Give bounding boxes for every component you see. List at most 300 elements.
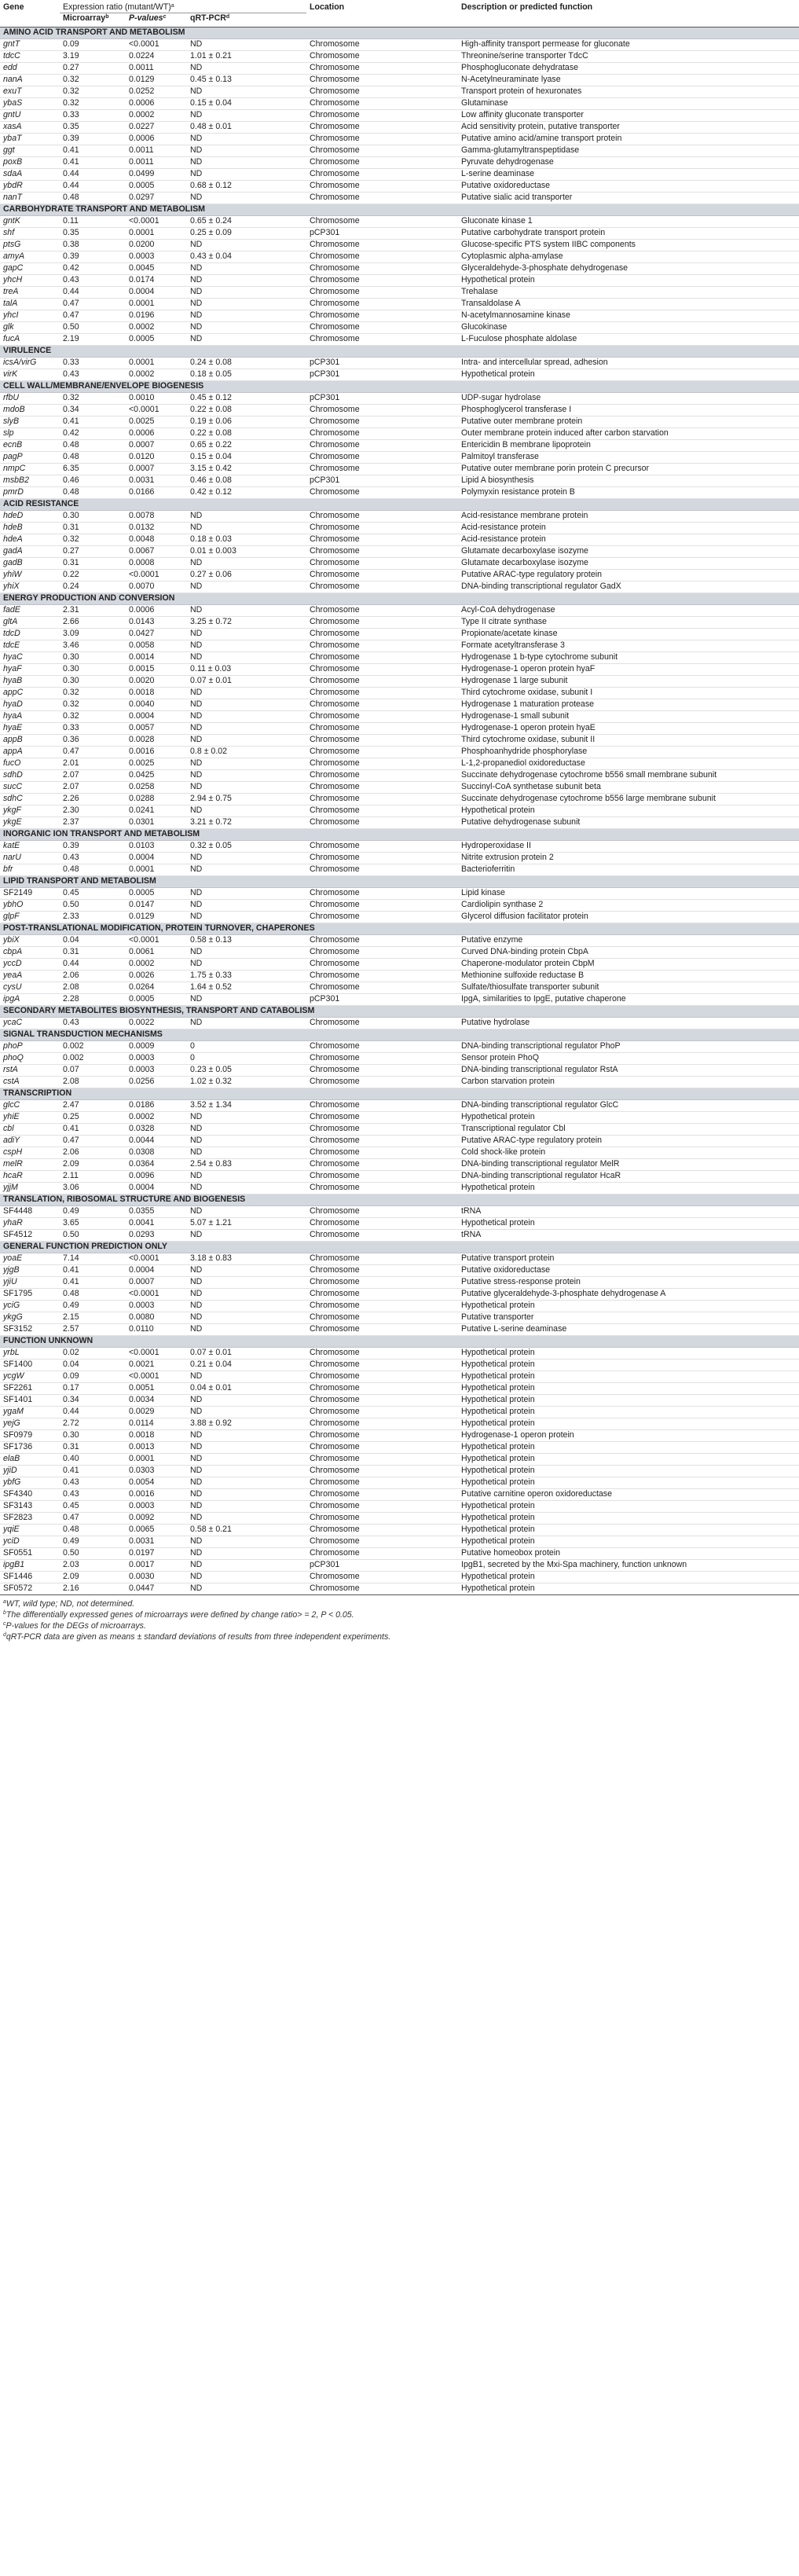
location-cell: Chromosome <box>306 1454 458 1466</box>
microarray-cell: 0.31 <box>60 523 126 534</box>
microarray-cell: 0.30 <box>60 511 126 523</box>
description-cell: Hypothetical protein <box>458 369 799 381</box>
description-cell: Hypothetical protein <box>458 1466 799 1477</box>
description-cell: Hypothetical protein <box>458 1454 799 1466</box>
pvalue-cell: <0.0001 <box>126 39 187 51</box>
table-row <box>0 676 799 688</box>
gene-cell: ipgA <box>0 994 60 1006</box>
pvalue-cell: 0.0447 <box>126 1583 187 1595</box>
gene-cell: appC <box>0 688 60 699</box>
table-row <box>0 1077 799 1088</box>
location-cell: Chromosome <box>306 1348 458 1360</box>
location-cell: Chromosome <box>306 310 458 322</box>
microarray-cell: 0.48 <box>60 487 126 499</box>
microarray-cell: 3.46 <box>60 640 126 652</box>
description-cell: Putative hydrolase <box>458 1018 799 1029</box>
location-cell: Chromosome <box>306 511 458 523</box>
pvalue-cell: 0.0078 <box>126 511 187 523</box>
pvalue-cell: 0.0264 <box>126 982 187 994</box>
pvalue-cell: 0.0005 <box>126 888 187 900</box>
table-row <box>0 841 799 853</box>
table-row <box>0 122 799 134</box>
pvalue-cell: 0.0040 <box>126 699 187 711</box>
location-cell: Chromosome <box>306 723 458 735</box>
microarray-cell: 0.35 <box>60 228 126 240</box>
table-row <box>0 464 799 475</box>
pvalue-cell: 0.0227 <box>126 122 187 134</box>
location-cell: Chromosome <box>306 1548 458 1560</box>
qrt-pcr-cell: 3.88 ± 0.92 <box>187 1418 306 1430</box>
description-cell: Putative dehydrogenase subunit <box>458 817 799 829</box>
pvalue-cell: 0.0293 <box>126 1230 187 1242</box>
qrt-pcr-cell: 2.94 ± 0.75 <box>187 794 306 805</box>
pvalue-cell: 0.0005 <box>126 334 187 346</box>
gene-cell: hcaR <box>0 1171 60 1183</box>
table-row <box>0 1112 799 1124</box>
table-row <box>0 935 799 947</box>
gene-cell: ybfG <box>0 1477 60 1489</box>
gene-cell: sdaA <box>0 169 60 181</box>
microarray-cell: 2.30 <box>60 805 126 817</box>
gene-cell: ptsG <box>0 240 60 251</box>
qrt-pcr-cell: ND <box>187 322 306 334</box>
pvalue-cell: 0.0002 <box>126 369 187 381</box>
microarray-cell: 0.47 <box>60 299 126 310</box>
gene-cell: virK <box>0 369 60 381</box>
microarray-cell: 0.33 <box>60 723 126 735</box>
gene-cell: gadA <box>0 546 60 558</box>
gene-cell: yeaA <box>0 971 60 982</box>
section-title: AMINO ACID TRANSPORT AND METABOLISM <box>0 28 799 39</box>
gene-cell: SF2149 <box>0 888 60 900</box>
description-cell: N-Acetylneuraminate lyase <box>458 75 799 86</box>
location-cell: Chromosome <box>306 75 458 86</box>
table-row <box>0 416 799 428</box>
location-cell: Chromosome <box>306 122 458 134</box>
location-cell: Chromosome <box>306 405 458 416</box>
description-cell: Putative oxidoreductase <box>458 181 799 193</box>
location-cell: Chromosome <box>306 699 458 711</box>
location-cell: Chromosome <box>306 640 458 652</box>
gene-cell: cspH <box>0 1147 60 1159</box>
gene-cell: melR <box>0 1159 60 1171</box>
pvalue-cell: 0.0308 <box>126 1147 187 1159</box>
description-cell: Glutaminase <box>458 98 799 110</box>
gene-cell: pmrD <box>0 487 60 499</box>
section-title: TRANSLATION, RIBOSOMAL STRUCTURE AND BIOGENESIS <box>0 1194 799 1206</box>
section-header <box>0 1006 799 1018</box>
microarray-cell: 0.41 <box>60 1466 126 1477</box>
qrt-pcr-cell: ND <box>187 1312 306 1324</box>
gene-cell: yccD <box>0 959 60 971</box>
table-row <box>0 487 799 499</box>
microarray-cell: 0.41 <box>60 1277 126 1289</box>
description-cell: Hypothetical protein <box>458 1360 799 1371</box>
gene-cell: SF3152 <box>0 1324 60 1336</box>
table-row <box>0 664 799 676</box>
pvalue-cell: 0.0092 <box>126 1513 187 1525</box>
description-cell: Third cytochrome oxidase, subunit I <box>458 688 799 699</box>
section-title: CARBOHYDRATE TRANSPORT AND METABOLISM <box>0 204 799 216</box>
microarray-cell: 2.06 <box>60 971 126 982</box>
qrt-pcr-cell: ND <box>187 558 306 570</box>
gene-cell: gadB <box>0 558 60 570</box>
location-cell: Chromosome <box>306 582 458 593</box>
description-cell: Putative homeobox protein <box>458 1548 799 1560</box>
pvalue-cell: 0.0003 <box>126 1065 187 1077</box>
qrt-pcr-cell: ND <box>187 688 306 699</box>
description-cell: Cytoplasmic alpha-amylase <box>458 251 799 263</box>
location-cell: Chromosome <box>306 523 458 534</box>
footnote: $^d$qRT-PCR data are given as means ± standard deviations of results from three independent experiments. <box>3 1632 391 1642</box>
location-cell: Chromosome <box>306 110 458 122</box>
gene-cell: hyaC <box>0 652 60 664</box>
location-cell: Chromosome <box>306 1525 458 1536</box>
table-row <box>0 1277 799 1289</box>
microarray-cell: 2.15 <box>60 1312 126 1324</box>
location-cell: Chromosome <box>306 193 458 204</box>
microarray-cell: 2.06 <box>60 1147 126 1159</box>
table-row <box>0 558 799 570</box>
description-cell: Putative ARAC-type regulatory protein <box>458 570 799 582</box>
location-cell: Chromosome <box>306 440 458 452</box>
pvalue-cell: 0.0174 <box>126 275 187 287</box>
description-cell: L-Fuculose phosphate aldolase <box>458 334 799 346</box>
description-cell: Gluconate kinase 1 <box>458 216 799 228</box>
qrt-pcr-cell: ND <box>187 39 306 51</box>
gene-cell: yqiE <box>0 1525 60 1536</box>
table-row <box>0 1136 799 1147</box>
gene-cell: SF4512 <box>0 1230 60 1242</box>
pvalue-cell: 0.0132 <box>126 523 187 534</box>
microarray-cell: 2.11 <box>60 1171 126 1183</box>
gene-cell: yjgB <box>0 1265 60 1277</box>
gene-cell: poxB <box>0 157 60 169</box>
table-row <box>0 1489 799 1501</box>
table-row <box>0 747 799 758</box>
location-cell: Chromosome <box>306 1477 458 1489</box>
pvalue-cell: 0.0001 <box>126 358 187 369</box>
description-cell: Third cytochrome oxidase, subunit II <box>458 735 799 747</box>
microarray-cell: 2.03 <box>60 1560 126 1572</box>
description-cell: Hypothetical protein <box>458 1395 799 1407</box>
microarray-cell: 0.44 <box>60 287 126 299</box>
qrt-pcr-cell: 0.32 ± 0.05 <box>187 841 306 853</box>
gene-cell: hyaF <box>0 664 60 676</box>
description-cell: Transcriptional regulator Cbl <box>458 1124 799 1136</box>
qrt-pcr-cell: ND <box>187 1395 306 1407</box>
microarray-cell: 0.50 <box>60 322 126 334</box>
gene-cell: yjiD <box>0 1466 60 1477</box>
qrt-pcr-cell: ND <box>187 1018 306 1029</box>
microarray-cell: 2.07 <box>60 770 126 782</box>
qrt-pcr-cell: 0.45 ± 0.13 <box>187 75 306 86</box>
pvalue-cell: 0.0031 <box>126 1536 187 1548</box>
gene-cell: ykgG <box>0 1312 60 1324</box>
microarray-cell: 3.06 <box>60 1183 126 1194</box>
pvalue-cell: 0.0011 <box>126 157 187 169</box>
table-row <box>0 1265 799 1277</box>
microarray-cell: 0.33 <box>60 358 126 369</box>
qrt-pcr-cell: ND <box>187 1477 306 1489</box>
table-row <box>0 652 799 664</box>
description-cell: Glucose-specific PTS system IIBC components <box>458 240 799 251</box>
table-row <box>0 900 799 912</box>
header-qrt-pcr: qRT-PCR$^d$ <box>187 13 306 28</box>
gene-cell: fucA <box>0 334 60 346</box>
location-cell: Chromosome <box>306 912 458 923</box>
table-row <box>0 1206 799 1218</box>
location-cell: Chromosome <box>306 888 458 900</box>
description-cell: Hydrogenase 1 large subunit <box>458 676 799 688</box>
description-cell: Putative enzyme <box>458 935 799 947</box>
location-cell: Chromosome <box>306 1277 458 1289</box>
gene-cell: ybdR <box>0 181 60 193</box>
location-cell: pCP301 <box>306 228 458 240</box>
qrt-pcr-cell: ND <box>187 1572 306 1583</box>
pvalue-cell: 0.0103 <box>126 841 187 853</box>
location-cell: Chromosome <box>306 1430 458 1442</box>
location-cell: Chromosome <box>306 1301 458 1312</box>
table-row <box>0 1383 799 1395</box>
gene-cell: treA <box>0 287 60 299</box>
table-row <box>0 1289 799 1301</box>
pvalue-cell: 0.0005 <box>126 994 187 1006</box>
gene-cell: cysU <box>0 982 60 994</box>
microarray-cell: 0.47 <box>60 1513 126 1525</box>
location-cell: Chromosome <box>306 794 458 805</box>
microarray-cell: 0.43 <box>60 1489 126 1501</box>
pvalue-cell: 0.0110 <box>126 1324 187 1336</box>
qrt-pcr-cell: 0.48 ± 0.01 <box>187 122 306 134</box>
qrt-pcr-cell: 0.42 ± 0.12 <box>187 487 306 499</box>
microarray-cell: 0.39 <box>60 251 126 263</box>
location-cell: Chromosome <box>306 758 458 770</box>
pvalue-cell: 0.0004 <box>126 287 187 299</box>
microarray-cell: 2.09 <box>60 1159 126 1171</box>
section-header <box>0 1088 799 1100</box>
table-row <box>0 1301 799 1312</box>
microarray-cell: 0.34 <box>60 405 126 416</box>
pvalue-cell: 0.0001 <box>126 864 187 876</box>
gene-cell: yejG <box>0 1418 60 1430</box>
microarray-cell: 0.04 <box>60 1360 126 1371</box>
microarray-cell: 2.66 <box>60 617 126 629</box>
location-cell: Chromosome <box>306 1572 458 1583</box>
microarray-cell: 0.27 <box>60 63 126 75</box>
qrt-pcr-cell: 3.15 ± 0.42 <box>187 464 306 475</box>
qrt-pcr-cell: ND <box>187 1230 306 1242</box>
description-cell: Outer membrane protein induced after carbon starvation <box>458 428 799 440</box>
table-row <box>0 605 799 617</box>
description-cell: Sensor protein PhoQ <box>458 1053 799 1065</box>
table-row <box>0 322 799 334</box>
section-header <box>0 829 799 841</box>
pvalue-cell: 0.0070 <box>126 582 187 593</box>
qrt-pcr-cell: ND <box>187 864 306 876</box>
location-cell: Chromosome <box>306 959 458 971</box>
pvalue-cell: 0.0004 <box>126 1183 187 1194</box>
description-cell: Type II citrate synthase <box>458 617 799 629</box>
microarray-cell: 0.32 <box>60 86 126 98</box>
microarray-cell: 0.39 <box>60 841 126 853</box>
description-cell: Bacterioferritin <box>458 864 799 876</box>
description-cell: L-1,2-propanediol oxidoreductase <box>458 758 799 770</box>
qrt-pcr-cell: 0.58 ± 0.21 <box>187 1525 306 1536</box>
pvalue-cell: 0.0129 <box>126 912 187 923</box>
pvalue-cell: 0.0258 <box>126 782 187 794</box>
qrt-pcr-cell: ND <box>187 1466 306 1477</box>
microarray-cell: 0.44 <box>60 1407 126 1418</box>
gene-cell: ykgE <box>0 817 60 829</box>
microarray-cell: 2.72 <box>60 1418 126 1430</box>
section-title: SIGNAL TRANSDUCTION MECHANISMS <box>0 1029 799 1041</box>
description-cell: Hydrogenase-1 small subunit <box>458 711 799 723</box>
qrt-pcr-cell: ND <box>187 1407 306 1418</box>
table-row <box>0 1548 799 1560</box>
section-header <box>0 923 799 935</box>
location-cell: Chromosome <box>306 63 458 75</box>
gene-cell: talA <box>0 299 60 310</box>
pvalue-cell: 0.0328 <box>126 1124 187 1136</box>
pvalue-cell: <0.0001 <box>126 216 187 228</box>
pvalue-cell: 0.0499 <box>126 169 187 181</box>
gene-cell: cbpA <box>0 947 60 959</box>
description-cell: Acid sensitivity protein, putative transporter <box>458 122 799 134</box>
qrt-pcr-cell: 0.8 ± 0.02 <box>187 747 306 758</box>
table-row <box>0 699 799 711</box>
qrt-pcr-cell: ND <box>187 169 306 181</box>
microarray-cell: 0.41 <box>60 1124 126 1136</box>
description-cell: Putative L-serine deaminase <box>458 1324 799 1336</box>
microarray-cell: 0.43 <box>60 369 126 381</box>
microarray-cell: 0.32 <box>60 688 126 699</box>
microarray-cell: 0.24 <box>60 582 126 593</box>
description-cell: Hypothetical protein <box>458 275 799 287</box>
pvalue-cell: 0.0114 <box>126 1418 187 1430</box>
description-cell: Putative oxidoreductase <box>458 1265 799 1277</box>
location-cell: Chromosome <box>306 263 458 275</box>
qrt-pcr-cell: ND <box>187 240 306 251</box>
pvalue-cell: 0.0007 <box>126 464 187 475</box>
description-cell: Glyceraldehyde-3-phosphate dehydrogenase <box>458 263 799 275</box>
gene-cell: nmpC <box>0 464 60 475</box>
table-row <box>0 1466 799 1477</box>
table-row <box>0 334 799 346</box>
description-cell: Hypothetical protein <box>458 1525 799 1536</box>
microarray-cell: 0.50 <box>60 1548 126 1560</box>
gene-cell: phoP <box>0 1041 60 1053</box>
qrt-pcr-cell: ND <box>187 1454 306 1466</box>
gene-cell: tdcE <box>0 640 60 652</box>
gene-cell: SF1736 <box>0 1442 60 1454</box>
location-cell: Chromosome <box>306 982 458 994</box>
location-cell: Chromosome <box>306 428 458 440</box>
description-cell: Hypothetical protein <box>458 1112 799 1124</box>
table-row <box>0 86 799 98</box>
description-cell: Hydrogenase-1 operon protein hyaF <box>458 664 799 676</box>
microarray-cell: 0.33 <box>60 110 126 122</box>
gene-cell: sdhC <box>0 794 60 805</box>
pvalue-cell: 0.0067 <box>126 546 187 558</box>
gene-cell: SF2823 <box>0 1513 60 1525</box>
pvalue-cell: 0.0001 <box>126 1454 187 1466</box>
microarray-cell: 6.35 <box>60 464 126 475</box>
qrt-pcr-cell: ND <box>187 1442 306 1454</box>
table-row <box>0 1218 799 1230</box>
microarray-cell: 0.32 <box>60 699 126 711</box>
table-row <box>0 1100 799 1112</box>
gene-cell: sdhD <box>0 770 60 782</box>
qrt-pcr-cell: ND <box>187 1430 306 1442</box>
table-row <box>0 475 799 487</box>
description-cell: Trehalase <box>458 287 799 299</box>
location-cell: Chromosome <box>306 1513 458 1525</box>
microarray-cell: 0.44 <box>60 181 126 193</box>
pvalue-cell: 0.0004 <box>126 1265 187 1277</box>
table-row <box>0 310 799 322</box>
microarray-cell: 0.31 <box>60 558 126 570</box>
location-cell: Chromosome <box>306 1383 458 1395</box>
description-cell: Succinate dehydrogenase cytochrome b556 large membrane subunit <box>458 794 799 805</box>
table-row <box>0 805 799 817</box>
location-cell: Chromosome <box>306 86 458 98</box>
pvalue-cell: 0.0096 <box>126 1171 187 1183</box>
location-cell: Chromosome <box>306 676 458 688</box>
gene-cell: hyaB <box>0 676 60 688</box>
location-cell: Chromosome <box>306 817 458 829</box>
qrt-pcr-cell: 3.18 ± 0.83 <box>187 1253 306 1265</box>
qrt-pcr-cell: ND <box>187 723 306 735</box>
qrt-pcr-cell: ND <box>187 805 306 817</box>
pvalue-cell: 0.0057 <box>126 723 187 735</box>
pvalue-cell: <0.0001 <box>126 570 187 582</box>
table-row <box>0 157 799 169</box>
pvalue-cell: 0.0147 <box>126 900 187 912</box>
location-cell: Chromosome <box>306 711 458 723</box>
microarray-cell: 2.57 <box>60 1324 126 1336</box>
qrt-pcr-cell: ND <box>187 629 306 640</box>
qrt-pcr-cell: ND <box>187 299 306 310</box>
microarray-cell: 0.17 <box>60 1383 126 1395</box>
pvalue-cell: 0.0120 <box>126 452 187 464</box>
table-row <box>0 1371 799 1383</box>
qrt-pcr-cell: ND <box>187 888 306 900</box>
header-gene: Gene <box>3 2 24 12</box>
location-cell: Chromosome <box>306 287 458 299</box>
description-cell: tRNA <box>458 1206 799 1218</box>
table-row <box>0 711 799 723</box>
description-cell: Putative transporter <box>458 1312 799 1324</box>
qrt-pcr-cell: 0.01 ± 0.003 <box>187 546 306 558</box>
table-row <box>0 1147 799 1159</box>
qrt-pcr-cell: 0.24 ± 0.08 <box>187 358 306 369</box>
gene-cell: yhiE <box>0 1112 60 1124</box>
qrt-pcr-cell: ND <box>187 699 306 711</box>
description-cell: Palmitoyl transferase <box>458 452 799 464</box>
microarray-cell: 0.48 <box>60 193 126 204</box>
pvalue-cell: 0.0297 <box>126 193 187 204</box>
gene-cell: ygaM <box>0 1407 60 1418</box>
table-row <box>0 299 799 310</box>
gene-cell: glpF <box>0 912 60 923</box>
microarray-cell: 0.48 <box>60 440 126 452</box>
location-cell: Chromosome <box>306 416 458 428</box>
table-row <box>0 1018 799 1029</box>
section-header <box>0 1336 799 1348</box>
gene-cell: gltA <box>0 617 60 629</box>
gene-cell: hdeB <box>0 523 60 534</box>
